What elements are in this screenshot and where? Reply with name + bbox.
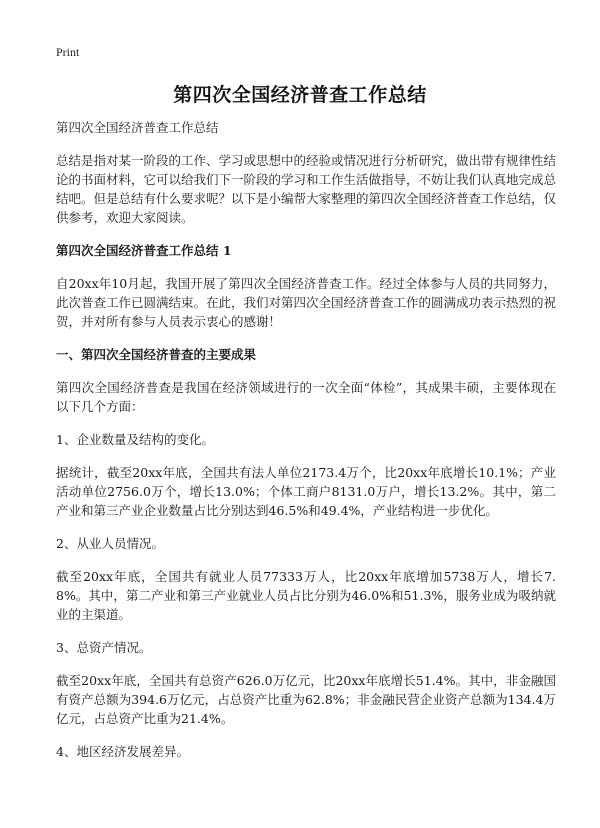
item2-heading: 2、从业人员情况。	[56, 536, 164, 551]
section-paragraph: 自20xx年10月起，我国开展了第四次全国经济普查工作。经过全体参与人员的共同努力，此次普查工作已圆满结束。在此，我们对第四次全国经济普查工作的圆满成功表示热烈的祝贺，并对所有参与人员表示衷心的感谢！	[56, 276, 557, 329]
item4-heading: 4、地区经济发展差异。	[56, 744, 189, 759]
item3-heading: 3、总资产情况。	[56, 640, 152, 655]
part-paragraph: 第四次全国经济普查是我国在经济领域进行的一次全面“体检”，其成果丰硕，主要体现在以下几个方面：	[56, 380, 556, 414]
item2-paragraph: 截至20xx年底，全国共有就业人员77333万人，比20xx年底增加5738万人，增长7.8%。其中，第二产业和第三产业就业人员占比分别为46.0%和51.3%，服务业成为吸纳就业的主渠道。	[56, 569, 556, 622]
document-title: 第四次全国经济普查工作总结	[173, 84, 427, 106]
intro-paragraph: 总结是指对某一阶段的工作、学习或思想中的经验或情况进行分析研究，做出带有规律性结论的书面材料，它可以给我们下一阶段的学习和工作生活做指导，不妨让我们认真地完成总结吧。但是总结有什么要求呢？以下是小编帮大家整理的第四次全国经济普查工作总结，仅供参考，欢迎大家阅读。	[56, 153, 557, 225]
print-label: Print	[56, 45, 80, 59]
item3-paragraph: 截至20xx年底，全国共有总资产626.0万亿元，比20xx年底增长51.4%。其中，非金融国有资产总额为394.6万亿元，占总资产比重为62.8%；非金融民营企业资产总额为134.4万亿元，占总资产比重为21.4%。	[56, 673, 556, 726]
document-body	[56, 118, 556, 775]
item1-paragraph: 据统计，截至20xx年底，全国共有法人单位2173.4万个，比20xx年底增长10.1%；产业活动单位2756.0万个，增长13.0%；个体工商户8131.0万户，增长13.2%。其中，第二产业和第三产业企业数量占比分别达到46.5%和49.4%，产业结构进一步优化。	[56, 465, 556, 518]
item1-heading: 1、企业数量及结构的变化。	[56, 432, 214, 447]
part-heading: 一、第四次全国经济普查的主要成果	[56, 347, 257, 362]
section-heading: 第四次全国经济普查工作总结 1	[56, 243, 232, 258]
subtitle: 第四次全国经济普查工作总结	[56, 120, 219, 135]
